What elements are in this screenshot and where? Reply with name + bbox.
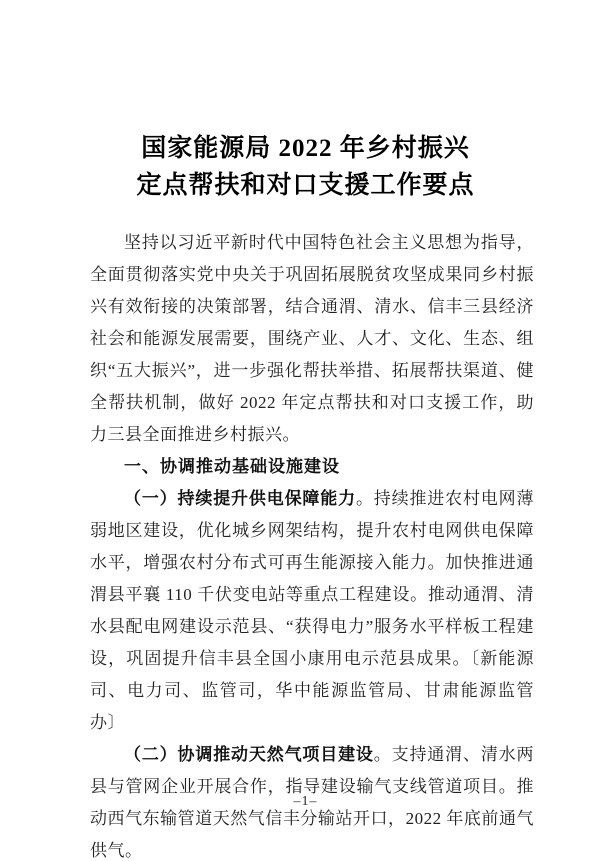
document-title — [0, 130, 611, 204]
item-2-text: 。支持通渭、清水两县与管网企业开展合作，指导建设输气支线管道项目。推动西气东输管道天然气信丰分输站开口，2022 年底前通气供气。 — [90, 745, 535, 860]
item-1-text: 。持续推进农村电网薄弱地区建设，优化城乡网架结构，提升农村电网供电保障水平，增强农村分布式可再生能源接入能力。加快推进通渭县平襄 110 千伏变电站等重点工程建设。推动通渭、清水县配电网建设示范县、“获得电力”服务水平样板工程建设，巩固提升信丰县全国小康用电示范县成果。〔新能源司、电力司、监管司，华中能源监管局、甘肃能源监管办〕 — [90, 489, 535, 732]
item-2-lead: （二）协调推动天然气项目建设 — [124, 745, 374, 764]
item-1-lead: （一）持续提升供电保障能力 — [124, 489, 356, 508]
title-line-2: 定点帮扶和对口支援工作要点 — [136, 172, 475, 199]
document-body — [90, 227, 534, 861]
item-paragraph-1 — [90, 483, 534, 739]
title-line-1: 国家能源局 2022 年乡村振兴 — [141, 135, 470, 162]
intro-paragraph: 坚持以习近平新时代中国特色社会主义思想为指导，全面贯彻落实党中央关于巩固拓展脱贫攻坚成果同乡村振兴有效衔接的决策部署，结合通渭、清水、信丰三县经济社会和能源发展需要，围绕产业、人才、文化、生态、组织“五大振兴”，进一步强化帮扶举措、拓展帮扶渠道、健全帮扶机制，做好 2022 年定点帮扶和对口支援工作，助力三县全面推进乡村振兴。 — [90, 233, 534, 444]
page-number: –1– — [293, 794, 318, 809]
section-heading-1: 一、协调推动基础设施建设 — [124, 457, 340, 476]
